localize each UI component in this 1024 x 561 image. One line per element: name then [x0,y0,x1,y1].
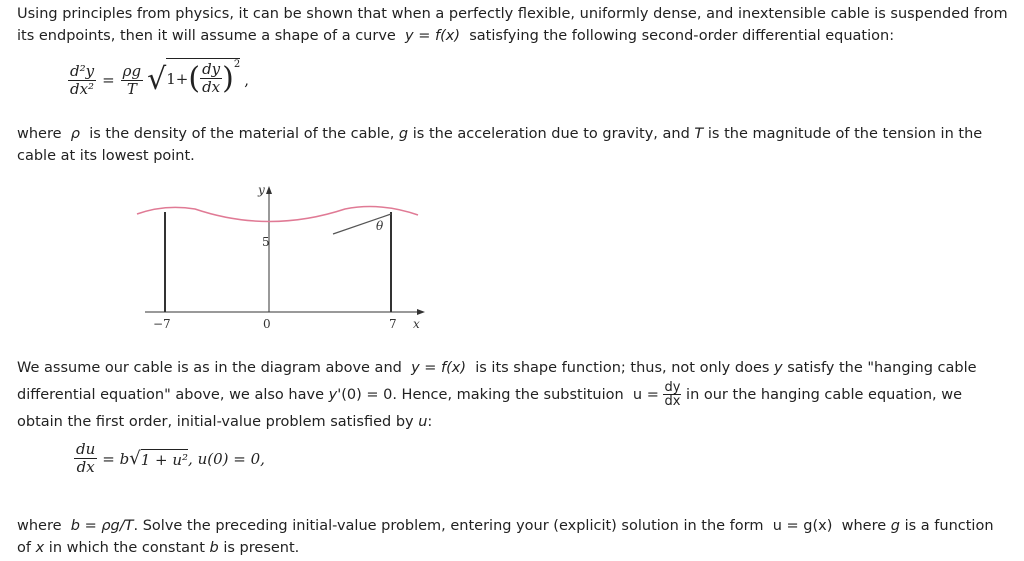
u-symbol: u [418,414,428,430]
cable-differential-equation [68,58,249,102]
equals-b: = b [102,449,130,468]
where-word: where [17,126,62,142]
initial-condition: , u(0) = 0, [188,449,265,468]
p3-text-c: where [841,518,887,534]
theta-label: θ [376,219,384,233]
g-function-symbol: g [890,518,900,534]
initial-value-equation [74,441,265,476]
p2-text-a: We assume our cable is as in the diagram above and [17,360,402,376]
x-symbol: x [35,540,45,556]
where-gravity: is the acceleration due to gravity, and [412,126,690,142]
u-equals: u = [632,387,659,403]
trailing-comma: , [244,71,250,89]
tension-t: T [126,79,137,98]
g-symbol: g [398,126,409,142]
where-tension: is the magnitude of the tension in the cable at its lowest point. [17,126,983,164]
label-zero: 0 [263,317,271,331]
sqrt-symbol-2: √ [129,448,141,469]
equals-sign: = [102,71,115,89]
close-paren: ) [222,61,234,96]
dy-dx-num: dy [664,380,681,395]
p2-text-c: satisfy the "hanging cable differential equation" above, we also have [17,360,977,403]
open-paren: ( [188,61,201,96]
t-symbol: T [694,126,704,142]
first-derivative [200,61,222,96]
one-plus: 1+ [166,69,189,88]
second-derivative-num: d²y [70,61,95,80]
p3-text-f: is present. [223,540,300,556]
y-axis-arrow [266,186,272,194]
shape-function: y = f(x) [411,360,467,376]
intro-paragraph [17,3,1012,47]
radicand [166,58,240,96]
where-paragraph [17,123,1012,167]
where-density: is the density of the material of the cable, [89,126,395,142]
y-symbol: y [774,360,783,376]
label-five: 5 [262,235,270,249]
y-axis-label: y [258,183,265,197]
y-prime-symbol: y [328,387,338,403]
b-definition: b = ρg/T [70,518,134,534]
solve-paragraph [17,515,1012,559]
x-axis-arrow [417,309,425,315]
sqrt-symbol: √ [147,62,167,97]
du-dx-num: du [76,440,96,458]
dy-dx-den: dx [664,394,681,409]
solution-form: u = g(x) [772,518,833,534]
rho-g: ρg [122,61,142,80]
p2-text-d: '(0) = 0. Hence, making the substituion [337,387,624,403]
rho-symbol: ρ [70,126,80,142]
b-symbol: b [209,540,219,556]
intro-text: Using principles from physics, it can be shown that when a perfectly flexible, uniformly dense, and inextensible cable is suspended from its endpoints, then it will assume a shape of a curve [17,6,1008,44]
p2-text-b: is its shape function; thus, not only does [475,360,770,376]
intro-text-end: satisfying the following second-order differential equation: [469,28,895,44]
p2-colon: : [427,414,433,430]
first-derivative-num: dy [202,60,221,78]
p3-text-b: . Solve the preceding initial-value problem, entering your (explicit) solution in the form [133,518,764,534]
substitution-paragraph [17,355,1012,435]
curve-equation: y = f(x) [405,28,460,44]
p3-where: where [17,518,62,534]
label-neg-seven: −7 [153,317,171,331]
dy-dx-fraction [663,381,681,409]
second-derivative-den: dx² [70,79,95,98]
rho-g-over-t [121,63,143,98]
second-derivative [68,63,96,98]
cable-diagram [135,182,435,332]
first-derivative-den: dx [202,78,221,96]
label-pos-seven: 7 [389,317,397,331]
p3-text-d: is a function of [17,518,994,556]
x-axis-label: x [413,317,420,331]
p2-text-e: in our the hanging cable equation, we obtain the first order, initial-value problem satisfied by [17,387,963,430]
p3-text-e: in which the constant [48,540,205,556]
radicand-2: 1 + u² [140,450,189,469]
du-dx-fraction [74,441,97,476]
power-two: 2 [233,59,241,70]
du-dx-den: dx [76,458,95,476]
